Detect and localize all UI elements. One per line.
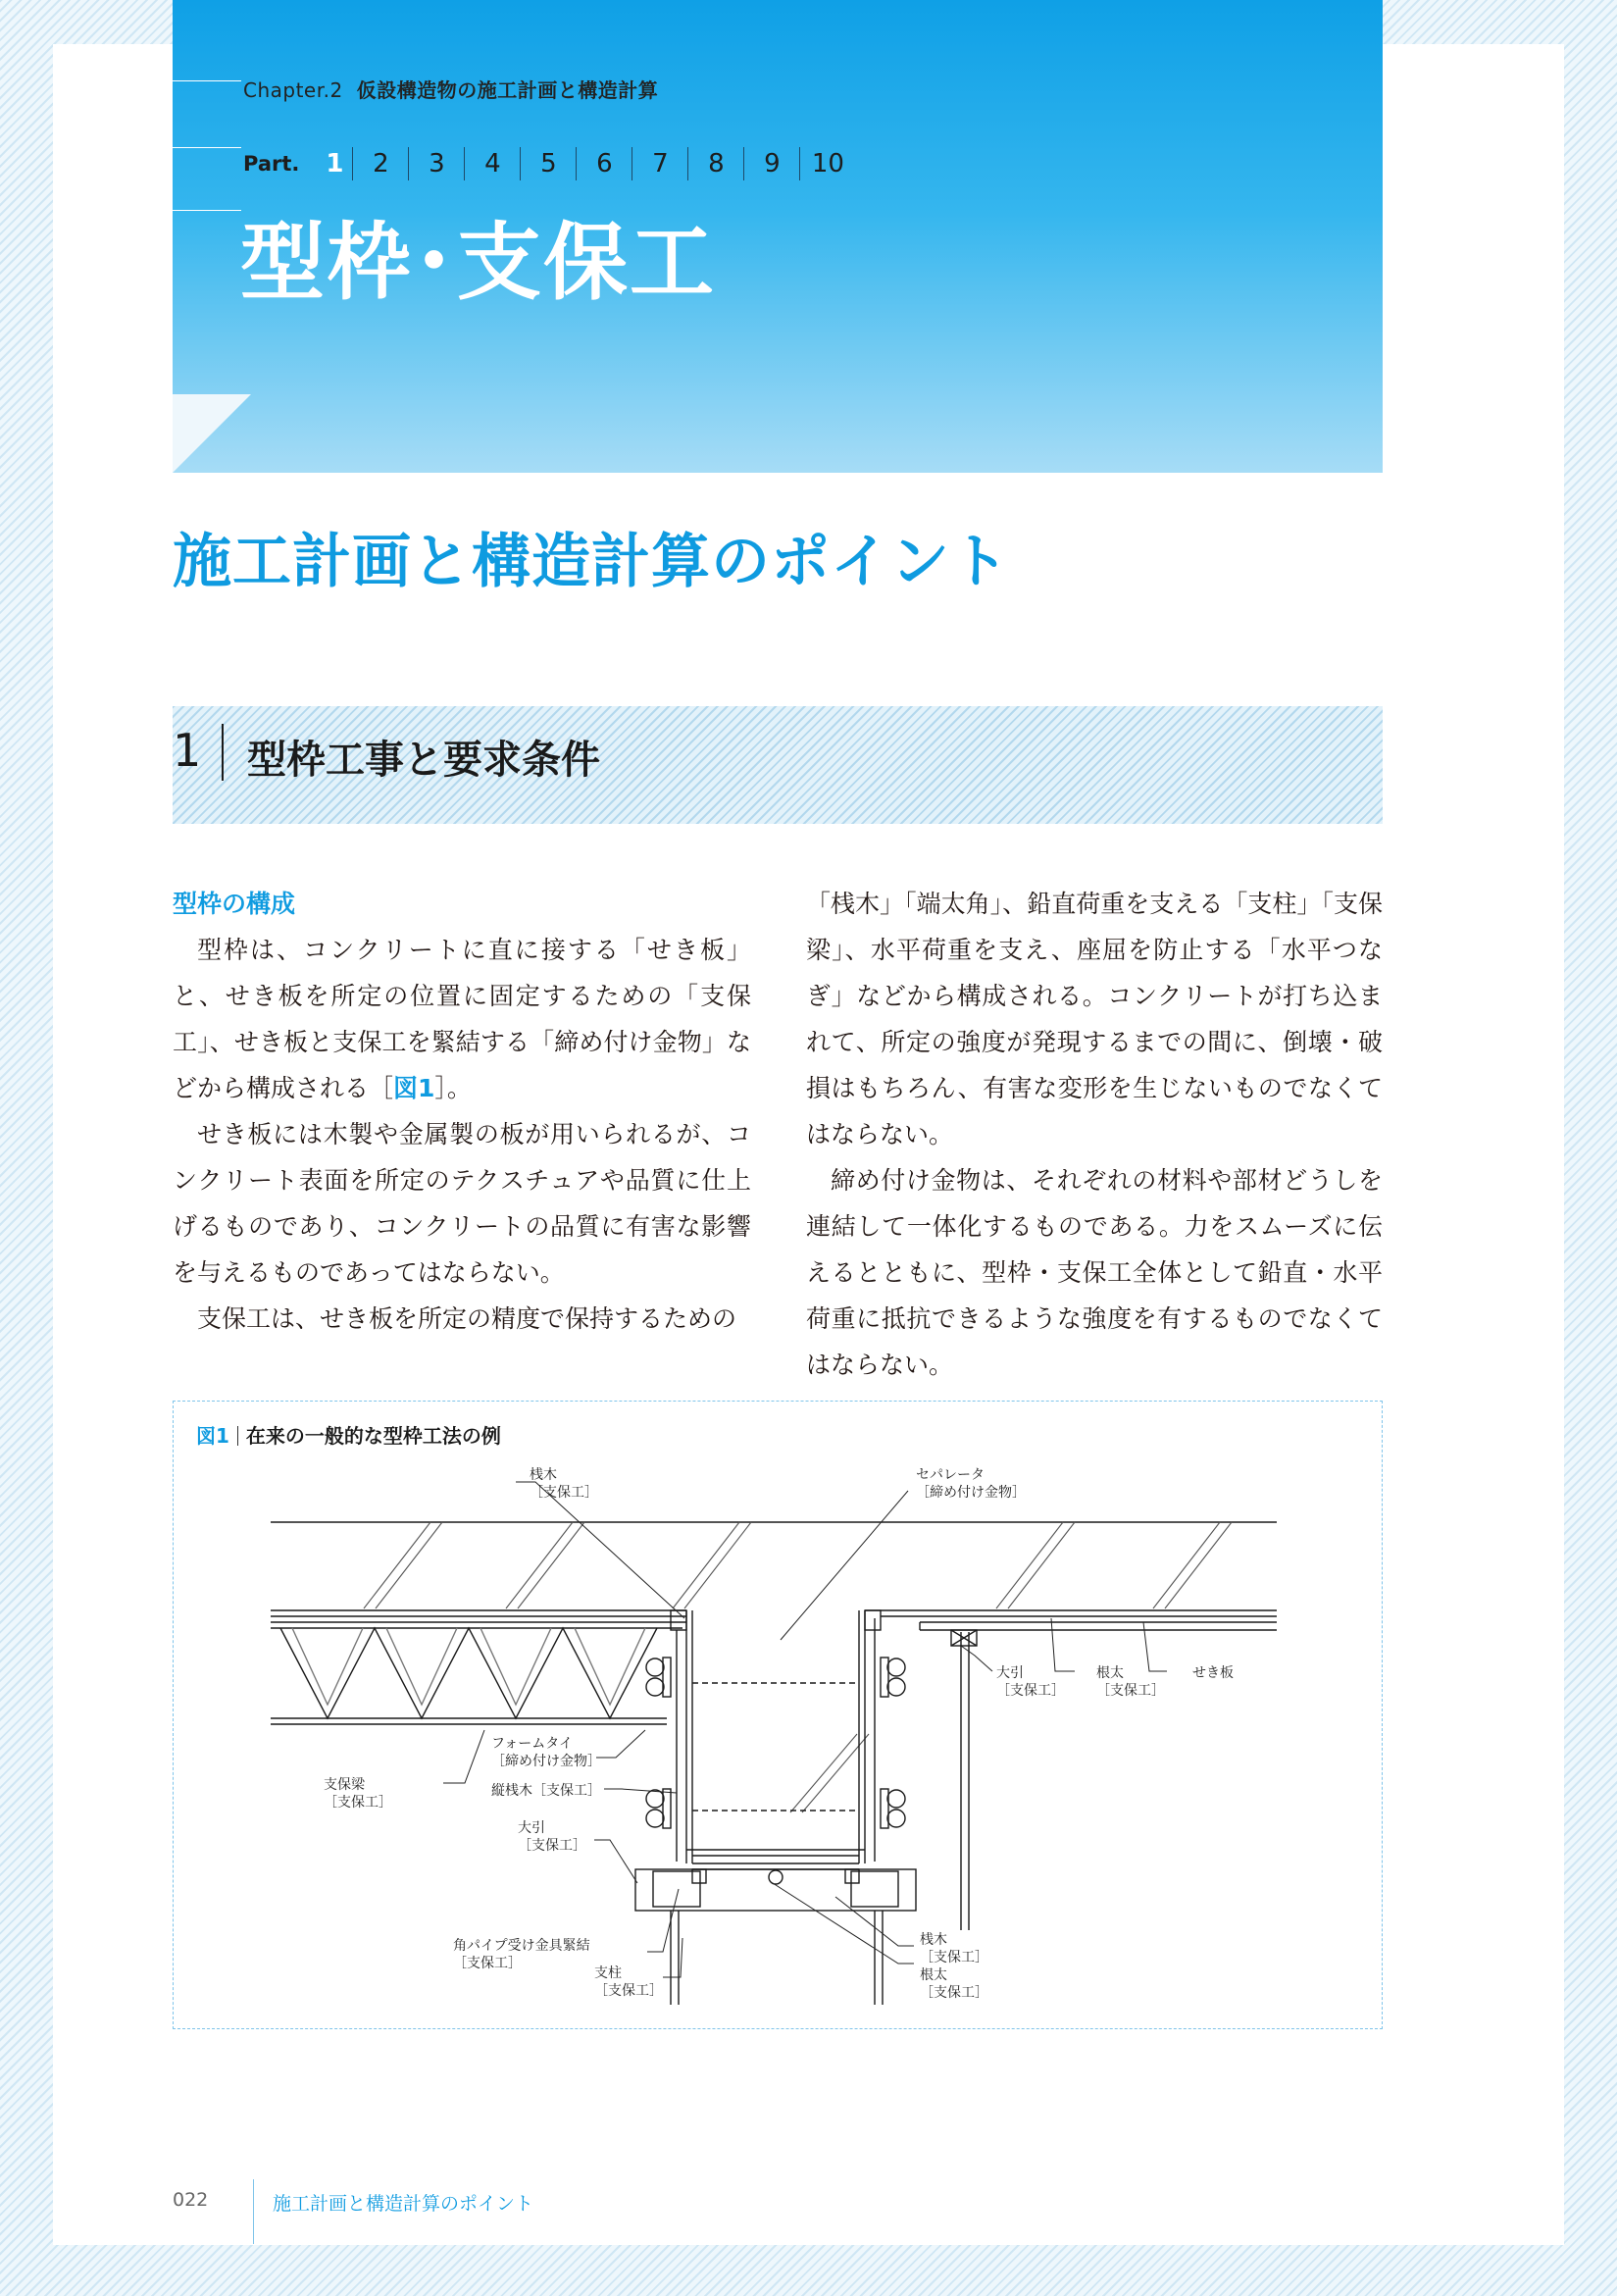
section-divider <box>222 724 224 781</box>
part-rule <box>173 147 241 148</box>
part-tab-7: 7 <box>632 147 687 180</box>
figure-reference: 図1 <box>393 1074 435 1102</box>
title-rule <box>173 210 241 211</box>
label-shichu-sub: ［支保工］ <box>594 1983 663 1999</box>
beam-sides <box>671 1610 1277 1863</box>
part-navigation <box>243 145 855 182</box>
running-title: 施工計画と構造計算のポイント <box>273 2193 534 2215</box>
chapter-title: 仮設構造物の施工計画と構造計算 <box>356 78 659 102</box>
text-column-right <box>806 881 1383 1388</box>
part-tab-4: 4 <box>464 147 520 180</box>
label-separator-sub: ［締め付け金物］ <box>916 1485 1026 1501</box>
left-slab-form <box>271 1610 686 1724</box>
label-formtie: フォームタイ <box>491 1736 574 1752</box>
label-separator: セパレータ <box>916 1467 985 1483</box>
label-sangi-top-sub: ［支保工］ <box>530 1485 598 1501</box>
figure-caption-text: 在来の一般的な型枠工法の例 <box>245 1424 501 1448</box>
label-neda-right: 根太 <box>1096 1665 1124 1681</box>
label-neda-right-sub: ［支保工］ <box>1096 1683 1165 1699</box>
footer-divider <box>253 2179 254 2244</box>
chapter-rule <box>173 80 241 81</box>
label-kakupipe: 角パイプ受け金具緊結 <box>453 1938 590 1954</box>
section-number: 1 <box>173 724 202 777</box>
part-tab-1: 1 <box>326 149 344 179</box>
label-formtie-sub: ［締め付け金物］ <box>491 1754 601 1769</box>
label-oobiki-right: 大引 <box>996 1665 1024 1681</box>
part-tab-10: 10 <box>799 147 855 180</box>
subhead-formwork-composition: 型枠の構成 <box>173 890 296 918</box>
formwork-diagram <box>173 1401 1383 2030</box>
part-title: 型枠･支保工 <box>240 214 716 312</box>
paragraph-1-text: 型枠は、コンクリートに直に接する「せき板」と、せき板を所定の位置に固定するための「支保工」、せき板と支保工を緊結する「締め付け金物」などから構成される［ <box>173 936 751 1102</box>
chapter-label: Chapter.2 <box>243 78 343 102</box>
beam-bottom <box>635 1850 916 1911</box>
label-kakupipe-sub: ［支保工］ <box>453 1956 522 1971</box>
leader-lines <box>443 1482 1167 1977</box>
paragraph-4: 「桟木」「端太角」、鉛直荷重を支える「支柱」「支保梁」、水平荷重を支え、座屈を防止する「水平つなぎ」などから構成される。コンクリートが打ち込まれて、所定の強度が発現するまでの間に、倒壊・破損はもちろん、有害な変形を生じないものでなくてはならない。 <box>806 890 1383 1148</box>
label-sangi-top: 桟木 <box>530 1467 557 1483</box>
paragraph-3: 支保工は、せき板を所定の精度で保持するための <box>197 1304 737 1333</box>
header-band-corner-cut <box>173 394 251 473</box>
label-tatesangi: 縦桟木［支保工］ <box>491 1783 601 1799</box>
posts <box>671 1630 977 2005</box>
paragraph-1 <box>173 927 751 1111</box>
part-tab-6: 6 <box>576 147 632 180</box>
label-shihohari-sub: ［支保工］ <box>324 1795 392 1811</box>
part-tab-8: 8 <box>687 147 743 180</box>
paragraph-1-end: ］。 <box>434 1074 472 1102</box>
section-title: 型枠工事と要求条件 <box>247 738 600 783</box>
label-shihohari: 支保梁 <box>324 1777 365 1793</box>
paragraph-2: せき板には木製や金属製の板が用いられるが、コンクリート表面を所定のテクスチュアや品質に仕上げるものであり、コンクリートの品質に有害な影響を与えるものであってはならない。 <box>173 1120 751 1287</box>
label-sekiita: せき板 <box>1192 1665 1234 1681</box>
paragraph-5: 締め付け金物は、それぞれの材料や部材どうしを連結して一体化するものである。力をスムーズに伝えるとともに、型枠・支保工全体として鉛直・水平荷重に抵抗できるような強度を有するものでなくてはならない。 <box>806 1166 1383 1379</box>
chapter-heading <box>243 75 658 103</box>
part-tab-5: 5 <box>520 147 576 180</box>
label-oobiki-left-sub: ［支保工］ <box>518 1838 586 1854</box>
part-tab-3: 3 <box>408 147 464 180</box>
label-sangi-bottom: 桟木 <box>920 1932 947 1948</box>
figure-number: 図1 <box>196 1424 229 1448</box>
label-neda-bottom: 根太 <box>920 1967 947 1983</box>
text-column-left <box>173 881 751 1342</box>
label-oobiki-left: 大引 <box>518 1820 545 1836</box>
label-neda-bottom-sub: ［支保工］ <box>920 1985 988 2001</box>
label-sangi-bottom-sub: ［支保工］ <box>920 1950 988 1965</box>
part-label: Part. <box>243 152 300 176</box>
main-title: 施工計画と構造計算のポイント <box>173 528 1010 596</box>
page-number: 022 <box>173 2189 209 2211</box>
label-shichu: 支柱 <box>594 1965 622 1981</box>
label-oobiki-right-sub: ［支保工］ <box>996 1683 1065 1699</box>
part-tab-2: 2 <box>352 147 408 180</box>
part-tab-9: 9 <box>743 147 799 180</box>
